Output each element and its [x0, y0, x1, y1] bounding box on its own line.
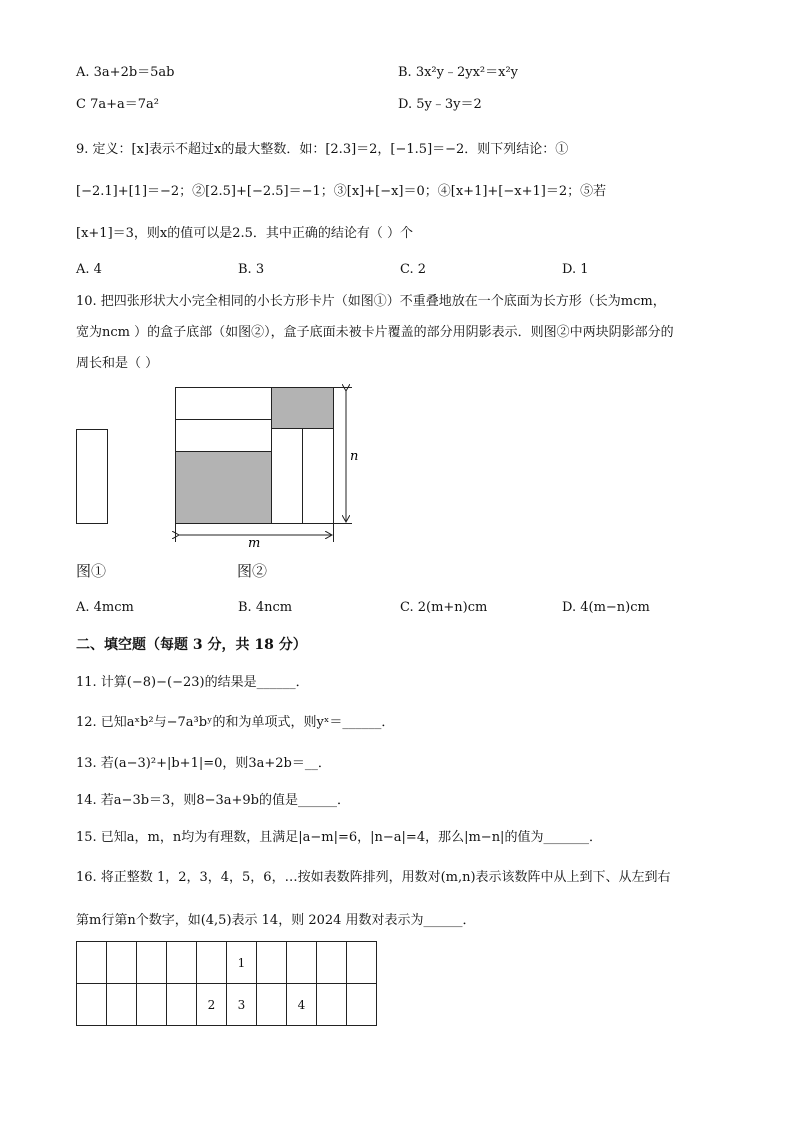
label-m: m — [248, 536, 261, 550]
q11: 11. 计算(−8)−(−23)的结果是______． — [76, 675, 309, 690]
table-cell: 3 — [227, 984, 257, 1026]
shaded-region-top-right — [272, 388, 334, 429]
label-n: n — [350, 449, 359, 464]
table-cell — [167, 942, 197, 984]
q10-option-c: C. 2(m+n)cm — [400, 600, 488, 615]
card-vertical-2 — [303, 429, 334, 524]
q10-line-3: 周长和是（ ） — [76, 356, 159, 371]
table-cell — [107, 984, 137, 1026]
q16-line-1: 16. 将正整数 1，2，3，4，5，6，…按如表数阵排列，用数对(m,n)表示该数阵中从上到下、从左到右 — [76, 870, 671, 885]
figure-2-caption: 图② — [237, 562, 268, 580]
q8-option-c: C 7a+a＝7a² — [76, 97, 159, 112]
card-horizontal-2 — [176, 420, 272, 452]
table-cell: 4 — [287, 984, 317, 1026]
q9-line-2: [−2.1]+[1]＝−2；②[2.5]+[−2.5]＝−1；③[x]+[−x]＝0；④[x+1]+[−x+1]＝2；⑤若 — [76, 184, 607, 199]
table-cell: 2 — [197, 984, 227, 1026]
q14: 14. 若a−3b＝3，则8−3a+9b的值是______． — [76, 793, 350, 808]
table-row — [77, 942, 377, 984]
q9-option-d: D. 1 — [562, 262, 589, 277]
table-cell — [257, 942, 287, 984]
q8-option-d: D. 5y﹣3y＝2 — [398, 97, 482, 112]
table-cell — [137, 942, 167, 984]
q10-option-d: D. 4(m−n)cm — [562, 600, 650, 615]
q9-line-1: 9. 定义：[x]表示不超过x的最大整数．如：[2.3]＝2，[−1.5]＝−2．则下列结论：① — [76, 142, 569, 157]
q15: 15. 已知a，m，n均为有理数，且满足|a−m|=6，|n−a|=4，那么|m−n|的值为_______． — [76, 830, 602, 845]
table-cell — [257, 984, 287, 1026]
q10-line-1: 10. 把四张形状大小完全相同的小长方形卡片（如图①）不重叠地放在一个底面为长方形（长为mcm， — [76, 294, 666, 309]
table-cell — [167, 984, 197, 1026]
shaded-region-bottom-left — [176, 452, 272, 524]
table-cell — [197, 942, 227, 984]
number-array-table — [76, 941, 377, 1026]
figure-1-caption: 图① — [76, 562, 107, 580]
q13: 13. 若(a−3)²+|b+1|=0，则3a+2b＝__． — [76, 756, 331, 771]
q8-option-a: A. 3a+2b＝5ab — [76, 65, 175, 80]
table-cell: 1 — [227, 942, 257, 984]
section-2-title: 二、填空题（每题 3 分，共 18 分） — [76, 637, 307, 653]
table-cell — [107, 942, 137, 984]
table-cell — [137, 984, 167, 1026]
q10-option-a: A. 4mcm — [76, 600, 134, 615]
table-cell — [287, 942, 317, 984]
table-cell — [317, 984, 347, 1026]
card-horizontal-1 — [176, 388, 272, 420]
figure-1-card — [76, 429, 108, 524]
q12: 12. 已知aˣb²与−7a³bʸ的和为单项式，则yˣ＝______． — [76, 715, 395, 730]
table-cell — [347, 942, 377, 984]
q9-option-a: A. 4 — [76, 262, 102, 277]
table-row — [77, 984, 377, 1026]
q16-line-2: 第m行第n个数字，如(4,5)表示 14，则 2024 用数对表示为______． — [76, 913, 476, 928]
q8-option-b: B. 3x²y﹣2yx²＝x²y — [398, 65, 519, 80]
figure-2-box — [170, 380, 370, 550]
q9-option-c: C. 2 — [400, 262, 427, 277]
q9-option-b: B. 3 — [238, 262, 265, 277]
table-cell — [317, 942, 347, 984]
q9-line-3: [x+1]＝3，则x的值可以是2.5．其中正确的结论有（ ）个 — [76, 226, 414, 241]
table-cell — [347, 984, 377, 1026]
table-cell — [77, 984, 107, 1026]
card-vertical-1 — [272, 429, 303, 524]
q10-line-2: 宽为ncm ）的盒子底部（如图②），盒子底面未被卡片覆盖的部分用阴影表示．则图②中两块阴影部分的 — [76, 325, 674, 340]
table-cell — [77, 942, 107, 984]
q10-option-b: B. 4ncm — [238, 600, 293, 615]
